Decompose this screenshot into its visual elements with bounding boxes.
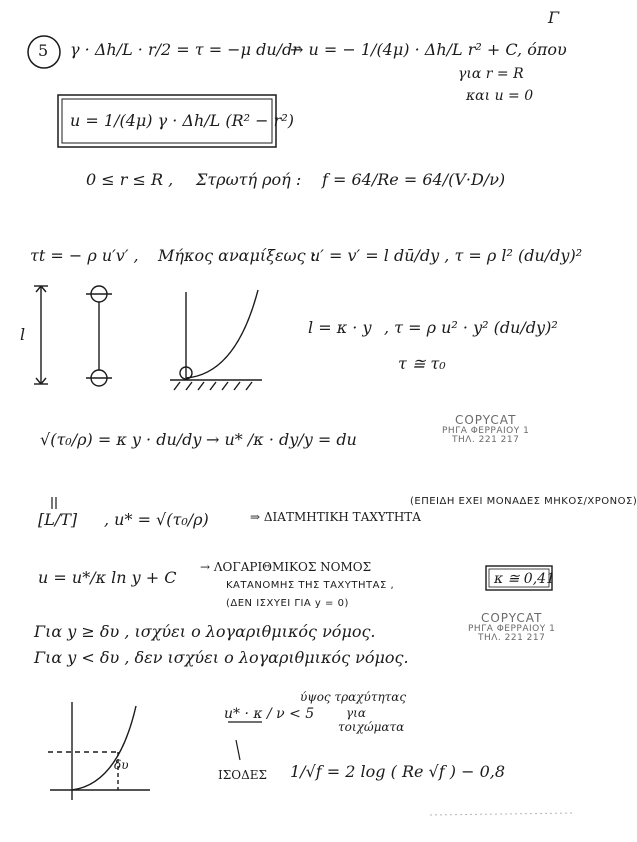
shear-velocity-name: ⇒ ΔΙΑΤΜΗΤΙΚΗ ΤΑΧΥΤΗΤΑ [250, 510, 421, 524]
colebrook-equation: 1/√f = 2 log ( Re √f ) − 0,8 [290, 762, 506, 781]
wall-shear-expression: , τ = ρ u² · y² (du/dy)² [384, 318, 558, 337]
stamp-phone-2: ΤΗΛ. 221 217 [477, 633, 546, 644]
equivalent-label: ΙΣΟΔΕΣ [218, 768, 267, 782]
boundary-condition-1: για r = R [458, 66, 524, 82]
roughness-note-2: για [346, 706, 366, 720]
units-label: [L/T] [38, 510, 78, 529]
log-law-name-3: (ΔΕΝ ΙΣΧΥΕΙ ΓΙΑ y = 0) [226, 598, 349, 609]
stamp-name-2: COPYCAT [480, 611, 543, 625]
stamp-phone: ΤΗΛ. 221 217 [451, 435, 520, 446]
mixing-length-label: Μήκος αναμίξεως : [158, 246, 317, 265]
stamp-street: ΡΗΓΑ ΦΕΡΡΑΙΟΥ 1 [442, 425, 530, 436]
boundary-condition-2: και u = 0 [466, 88, 534, 104]
mixing-length-linear: l = κ · y [308, 318, 372, 337]
copycat-stamp-2 [468, 612, 555, 643]
von-karman-constant: κ ≅ 0,41 [494, 571, 555, 587]
shear-velocity-equation: √(τ₀/ρ) = κ y · du/dy [40, 430, 202, 449]
roughness-arrow [236, 740, 240, 760]
copycat-stamp-1 [442, 414, 529, 445]
roughness-note-1: ύψος τραχύτητας [300, 690, 407, 704]
stamp-name: COPYCAT [454, 413, 517, 427]
laminar-flow-label: Στρωτή ροή : [196, 170, 302, 189]
shear-balance-equation: γ · Δh/L · r/2 = τ = −μ du/dr [70, 40, 300, 59]
turbulent-stress: τt = − ρ u′v′ , [30, 246, 139, 265]
laminar-friction-factor: f = 64/Re = 64/(V·D/ν) [322, 170, 506, 189]
log-law-name-1: → ΛΟΓΑΡΙΘΜΙΚΟΣ ΝΟΜΟΣ [200, 560, 372, 574]
log-law-invalid: Για y < δυ , δεν ισχύει ο λογαριθμικός νόμος. [34, 648, 409, 667]
log-law-valid: Για y ≥ δυ , ισχύει ο λογαριθμικός νόμος. [34, 622, 376, 641]
roughness-note-3: τοιχώματα [338, 720, 405, 734]
stamp-street-2: ΡΗΓΑ ΦΕΡΡΑΙΟΥ 1 [468, 623, 556, 634]
log-law-name-2: ΚΑΤΑΝΟΜΗΣ ΤΗΣ ΤΑΧΥΤΗΤΑΣ , [226, 580, 395, 591]
radius-range: 0 ≤ r ≤ R , [86, 170, 174, 189]
laminar-velocity-profile: u = 1/(4μ) γ · Δh/L (R² − r²) [70, 111, 294, 130]
shear-velocity-note: (ΕΠΕΙΔΗ ΕΧΕΙ ΜΟΝΑΔΕΣ ΜΗΚΟΣ/ΧΡΟΝΟΣ) [410, 496, 637, 507]
bottom-scribble [430, 813, 575, 815]
roughness-plot-label: δυ [114, 758, 129, 772]
shear-velocity-definition: , u* = √(τ₀/ρ) [104, 510, 209, 529]
mixing-length-dimension [34, 286, 48, 384]
problem-number: 5 [38, 41, 49, 60]
shear-approximation: τ ≅ τ₀ [398, 354, 446, 373]
log-law-equation: u = u*/κ ln y + C [38, 568, 177, 587]
mixing-length-rod [86, 286, 112, 386]
roughness-expression: u* · κ / ν < 5 [224, 706, 315, 722]
velocity-profile-sketch [170, 290, 262, 390]
mixing-length-symbol: l [20, 325, 26, 344]
mixing-length-relation: u′ = v′ = l dū/dy , τ = ρ l² (du/dy)² [310, 246, 583, 265]
roughness-plot [48, 702, 150, 800]
velocity-integration: → u = − 1/(4μ) · Δh/L r² + C, όπου [290, 40, 567, 59]
separation-of-variables: → u* /κ · dy/y = du [206, 430, 357, 449]
corner-mark: Γ [548, 8, 560, 27]
